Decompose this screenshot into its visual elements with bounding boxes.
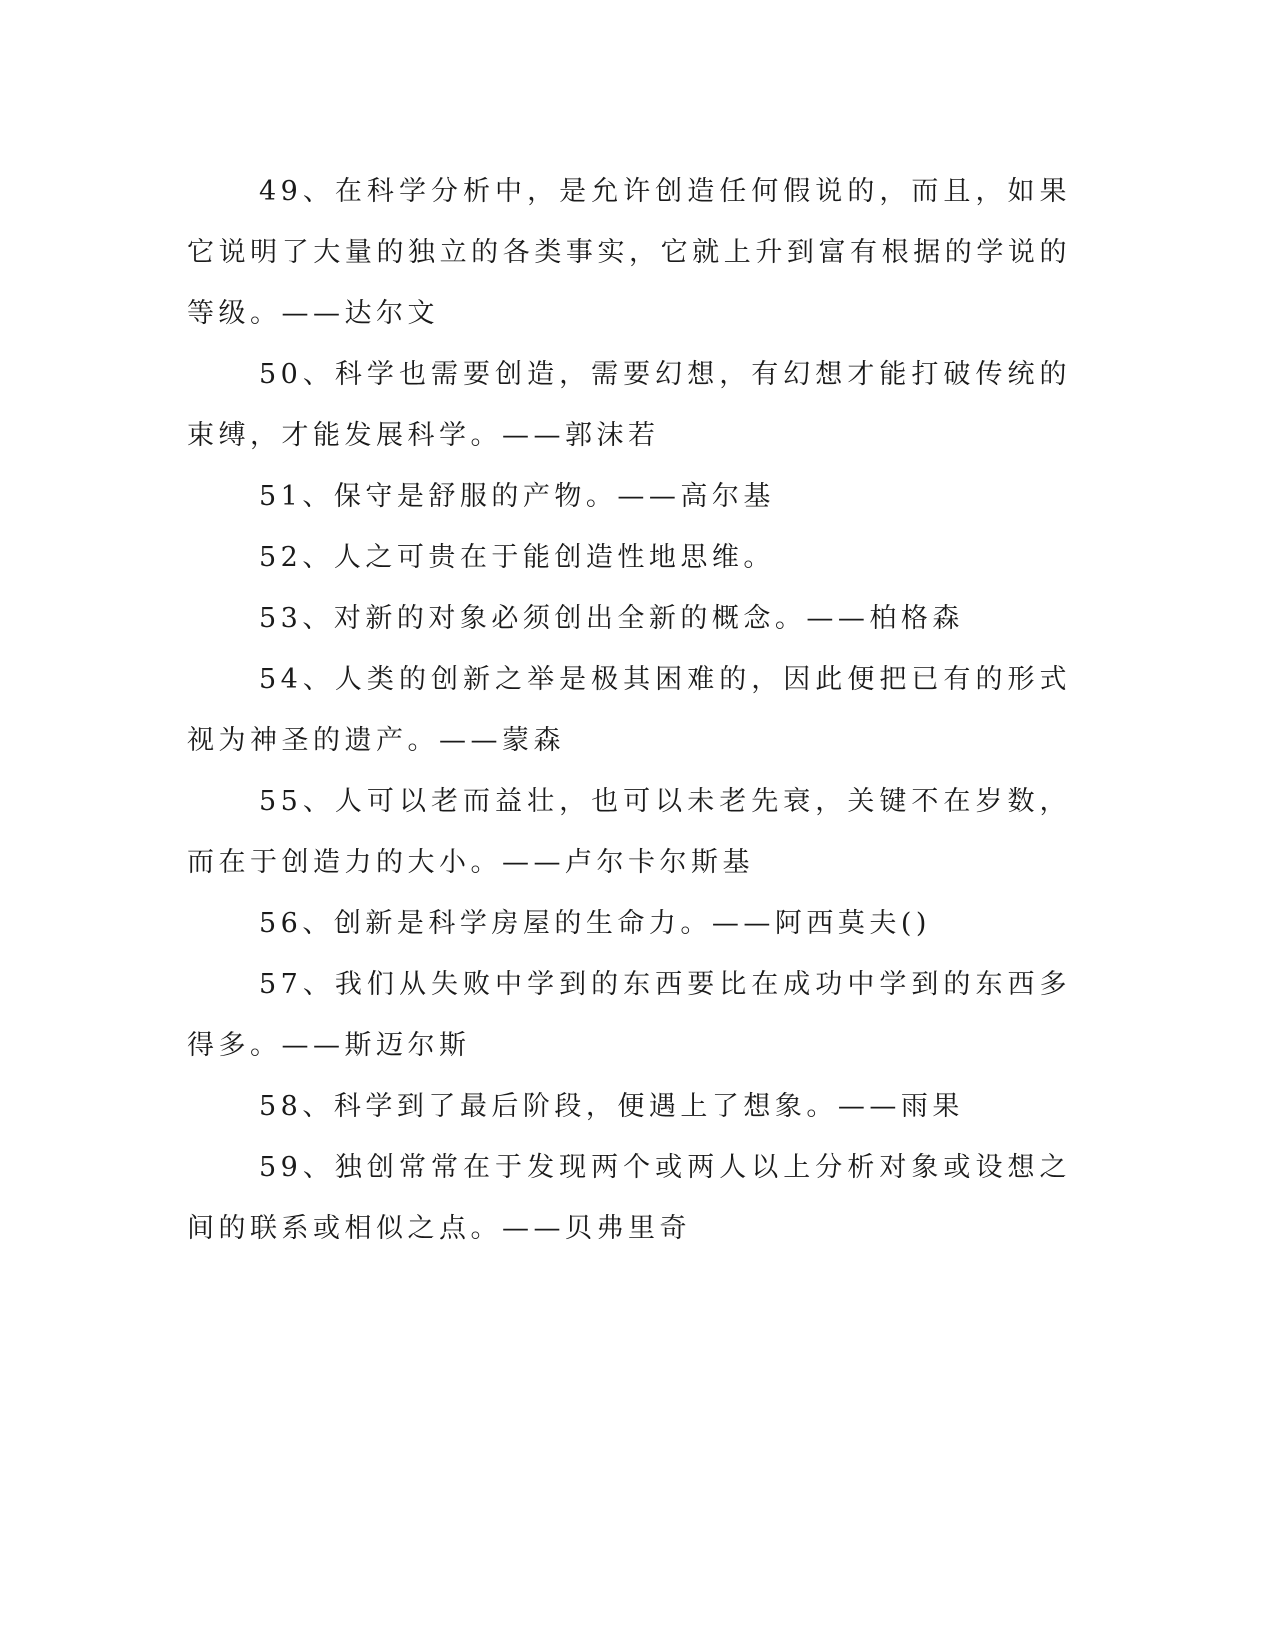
quote-53: 53、对新的对象必须创出全新的概念。——柏格森: [259, 603, 964, 634]
quote-49: 49、在科学分析中，是允许创造任何假说的，而且，如果它说明了大量的独立的各类事实，它就上升到富有根据的学说的等级。——达尔文: [187, 176, 1071, 329]
quote-55: 55、人可以老而益壮，也可以未老先衰，关键不在岁数，而在于创造力的大小。——卢尔卡尔斯基: [187, 786, 1071, 878]
quote-58: 58、科学到了最后阶段，便遇上了想象。——雨果: [259, 1091, 964, 1122]
quote-52: 52、人之可贵在于能创造性地思维。: [259, 542, 775, 573]
quote-list: [187, 161, 1071, 1259]
quote-59: 59、独创常常在于发现两个或两人以上分析对象或设想之间的联系或相似之点。——贝弗里奇: [187, 1152, 1071, 1244]
quote-54: 54、人类的创新之举是极其困难的，因此便把已有的形式视为神圣的遗产。——蒙森: [187, 664, 1071, 756]
quote-56: 56、创新是科学房屋的生命力。——阿西莫夫(): [259, 908, 931, 939]
quote-57: 57、我们从失败中学到的东西要比在成功中学到的东西多得多。——斯迈尔斯: [187, 969, 1071, 1061]
quote-51: 51、保守是舒服的产物。——高尔基: [259, 481, 775, 512]
quote-50: 50、科学也需要创造，需要幻想，有幻想才能打破传统的束缚，才能发展科学。——郭沫若: [187, 359, 1071, 451]
